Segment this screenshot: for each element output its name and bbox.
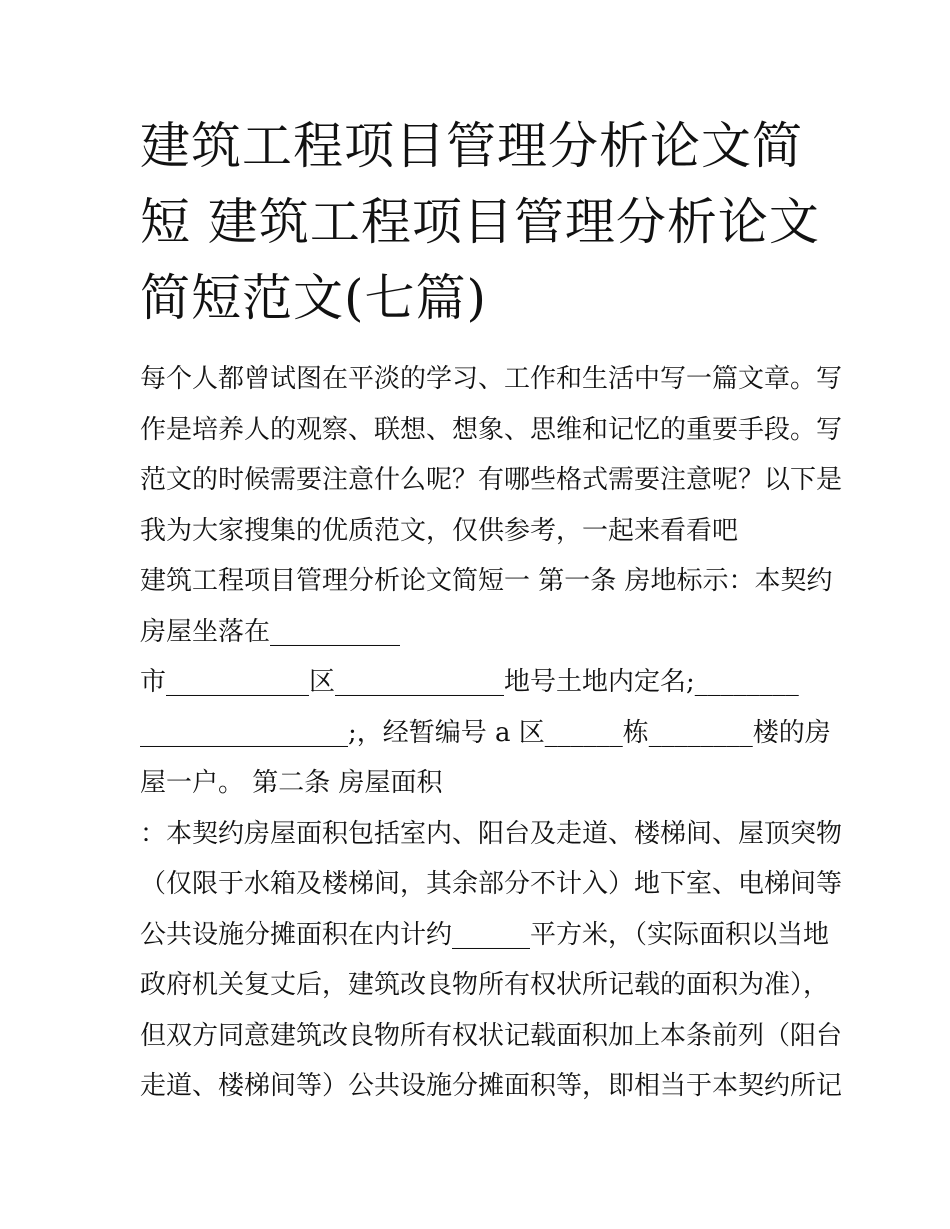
body-line-1: 每个人都曾试图在平淡的学习、工作和生活中写一篇文章。写: [140, 364, 843, 394]
body-line-14: 但双方同意建筑改良物所有权状记载面积加上本条前列（阳台: [140, 1020, 843, 1051]
body-line-13: 政府机关复丈后，建筑改良物所有权状所记载的面积为准），: [140, 970, 830, 1000]
title-line-1: 建筑工程项目管理分析论文简: [140, 117, 803, 175]
body-line-5: 建筑工程项目管理分析论文简短一 第一条 房地标示：本契约: [140, 566, 833, 596]
body-line-11: （仅限于水箱及楼梯间，其余部分不计入）地下室、电梯间等: [140, 869, 843, 899]
document-body: [140, 354, 843, 1112]
body-line-3: 范文的时候需要注意什么呢？有哪些格式需要注意呢？以下是: [140, 465, 843, 495]
document-page: [140, 108, 843, 1112]
body-line-8: ________________;，经暂编号 a 区______栋________楼的房: [140, 717, 831, 748]
body-line-10: ：本契约房屋面积包括室内、阳台及走道、楼梯间、屋顶突物: [140, 818, 843, 849]
body-line-2: 作是培养人的观察、联想、想象、思维和记忆的重要手段。写: [140, 414, 843, 445]
title-line-2: 短 建筑工程项目管理分析论文: [140, 193, 820, 251]
document-title: [140, 108, 820, 336]
body-line-4: 我为大家搜集的优质范文，仅供参考，一起来看看吧: [140, 515, 739, 546]
body-line-7: 市___________区_____________地号土地内定名;________: [140, 667, 799, 697]
body-line-6: 房屋坐落在__________: [140, 616, 401, 647]
body-line-15: 走道、楼梯间等）公共设施分摊面积等，即相当于本契约所记: [140, 1071, 843, 1101]
title-line-3: 简短范文(七篇): [140, 269, 488, 327]
body-line-9: 屋一户。 第二条 房屋面积: [140, 768, 443, 798]
body-line-12: 公共设施分摊面积在内计约______平方米，（实际面积以当地: [140, 919, 830, 950]
